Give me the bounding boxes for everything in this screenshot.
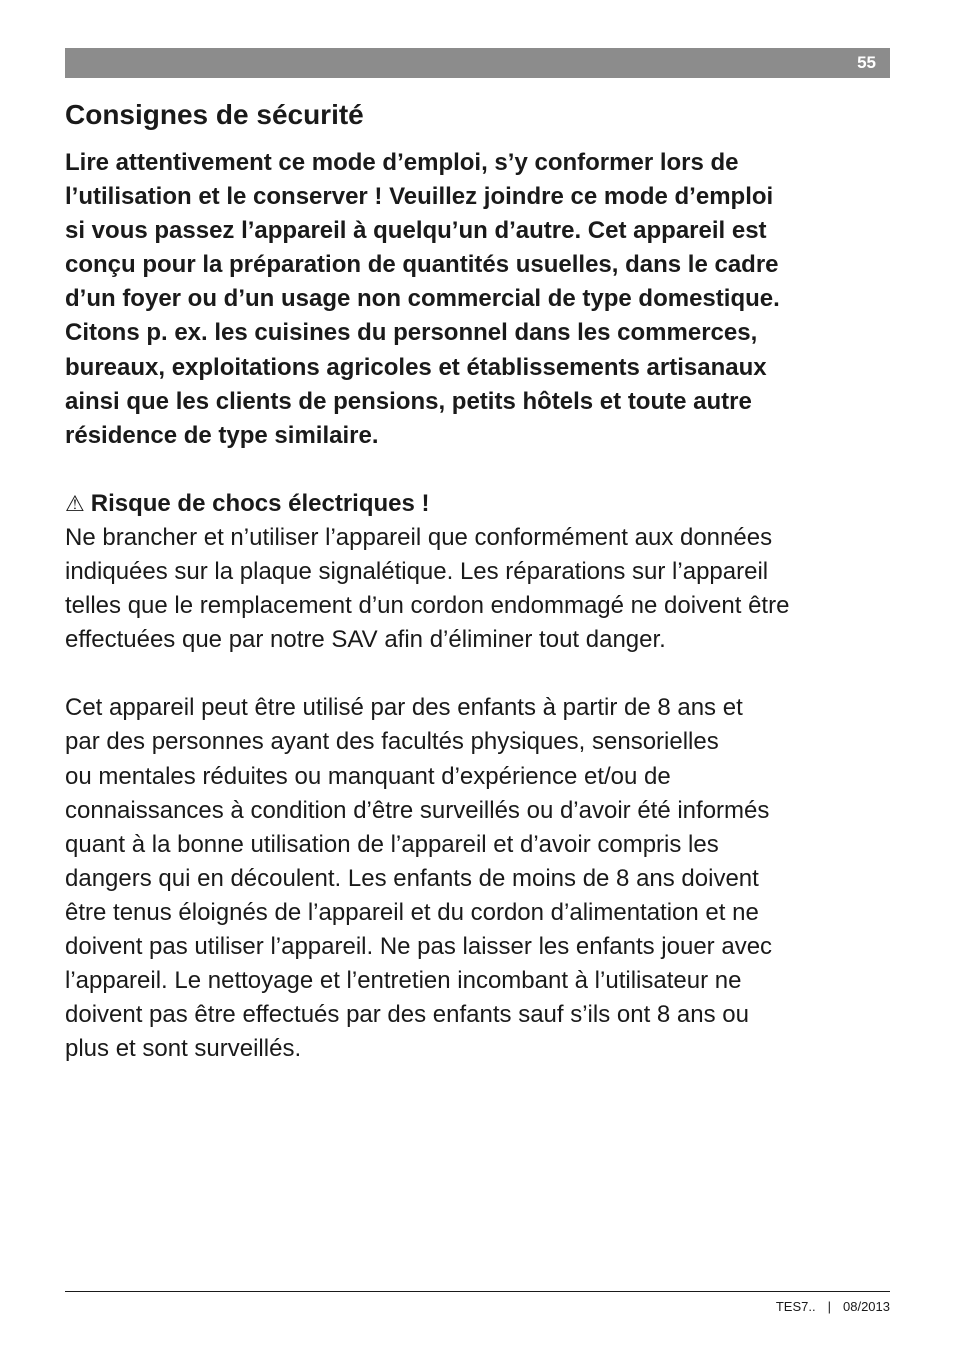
intro-line: ainsi que les clients de pensions, petits hôtels et toute autre xyxy=(65,387,752,415)
footer-date: 08/2013 xyxy=(843,1299,890,1314)
footer xyxy=(776,1299,890,1315)
intro-line: si vous passez l’appareil à quelqu’un d’autre. Cet appareil est xyxy=(65,217,767,245)
page-number: 55 xyxy=(857,53,876,72)
warning-line: effectuées que par notre SAV afin d’éliminer tout danger. xyxy=(65,626,666,654)
intro-line: conçu pour la préparation de quantités usuelles, dans le cadre xyxy=(65,251,779,279)
footer-divider xyxy=(65,1291,890,1292)
children-line: par des personnes ayant des facultés physiques, sensorielles xyxy=(65,728,719,756)
warning-heading-text: Risque de chocs électriques ! xyxy=(90,489,430,517)
children-line: connaissances à condition d’être surveillés ou d’avoir été informés xyxy=(65,796,770,824)
children-paragraph xyxy=(65,691,897,1066)
footer-separator: | xyxy=(827,1299,831,1314)
intro-line: Citons p. ex. les cuisines du personnel dans les commerces, xyxy=(65,319,758,347)
warning-line: indiquées sur la plaque signalétique. Les réparations sur l’appareil xyxy=(65,558,769,586)
intro-line: Lire attentivement ce mode d’emploi, s’y conformer lors de xyxy=(65,149,739,176)
page-title: Consignes de sécurité xyxy=(65,99,364,130)
children-line: l’appareil. Le nettoyage et l’entretien incombant à l’utilisateur ne xyxy=(65,967,742,995)
footer-model: TES7.. xyxy=(775,1299,816,1314)
children-line: être tenus éloignés de l’appareil et du cordon d’alimentation et ne xyxy=(65,898,759,926)
header-bar xyxy=(65,48,890,78)
children-line: Cet appareil peut être utilisé par des enfants à partir de 8 ans et xyxy=(65,694,743,722)
warning-line: Ne brancher et n’utiliser l’appareil que conformément aux données xyxy=(65,523,773,551)
intro-line: l’utilisation et le conserver ! Veuillez joindre ce mode d’emploi xyxy=(65,183,774,211)
intro-line: résidence de type similaire. xyxy=(65,421,379,449)
page-content xyxy=(65,146,897,1066)
intro-line: bureaux, exploitations agricoles et établissements artisanaux xyxy=(65,353,767,381)
warning-triangle-icon: ⚠ xyxy=(65,490,85,516)
children-line: doivent pas utiliser l’appareil. Ne pas laisser les enfants jouer avec xyxy=(65,932,773,960)
children-line: doivent pas être effectués par des enfants sauf s’ils ont 8 ans ou xyxy=(65,1001,749,1029)
warning-heading xyxy=(65,487,897,521)
children-line: quant à la bonne utilisation de l’appareil et d’avoir compris les xyxy=(65,830,719,858)
warning-line: telles que le remplacement d’un cordon endommagé ne doivent être xyxy=(65,592,790,620)
children-line: ou mentales réduites ou manquant d’expérience et/ou de xyxy=(65,762,671,790)
children-line: plus et sont surveillés. xyxy=(65,1035,302,1063)
electric-shock-warning xyxy=(65,487,897,657)
intro-paragraph xyxy=(65,146,897,453)
children-line: dangers qui en découlent. Les enfants de moins de 8 ans doivent xyxy=(65,864,759,892)
intro-line: d’un foyer ou d’un usage non commercial de type domestique. xyxy=(65,285,780,313)
